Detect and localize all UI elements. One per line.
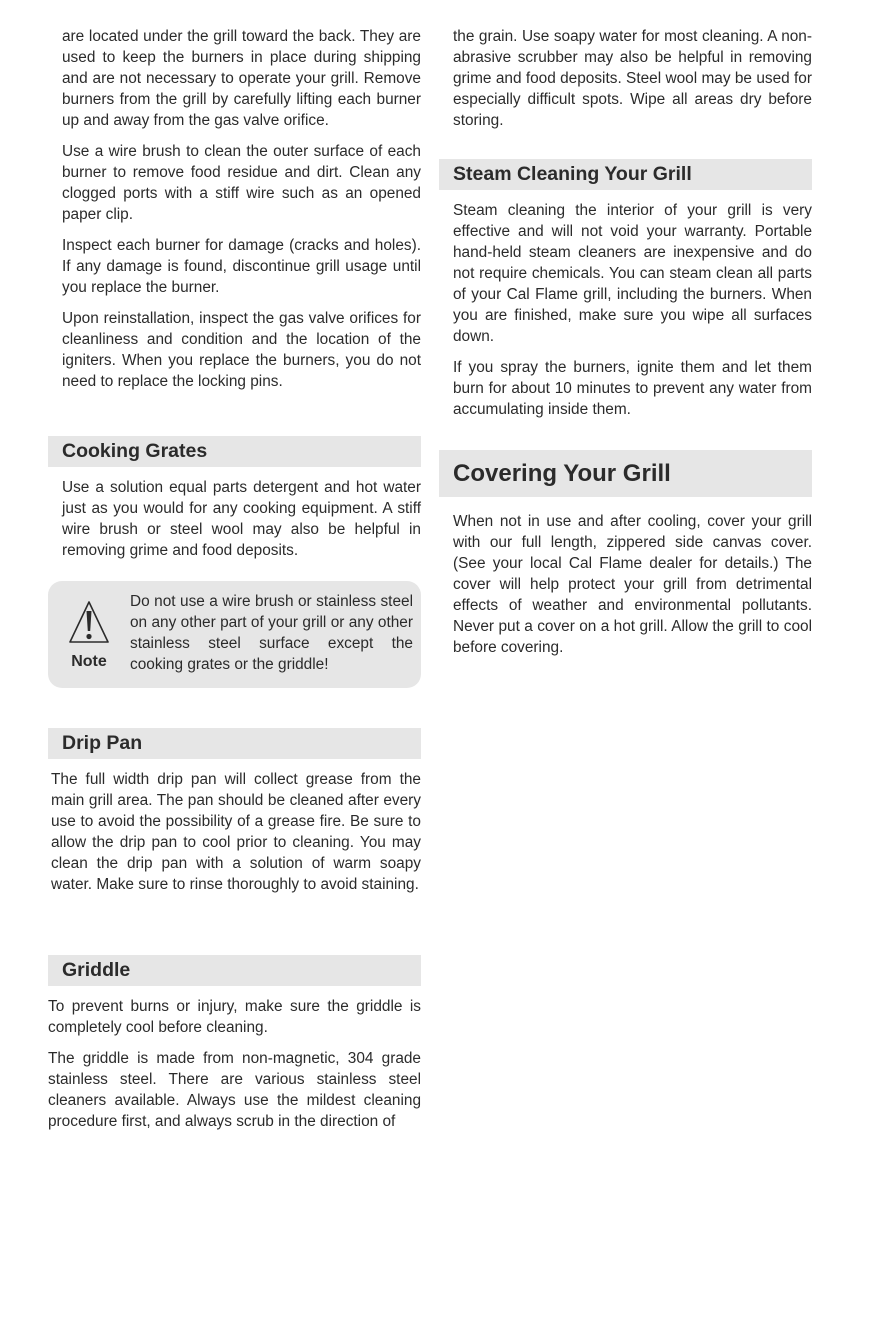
drip-pan-heading: Drip Pan (48, 728, 421, 759)
griddle-heading: Griddle (48, 955, 421, 986)
burner-paragraph: are located under the grill toward the back. They are used to keep the burners in place during shipping and are not necessary to operate your grill. Remove burners from the grill by carefully lifting each burner up and away from the gas valve orifice. (62, 28, 421, 129)
right-column (439, 26, 812, 668)
covering-heading: Covering Your Grill (439, 450, 812, 497)
note-text: Do not use a wire brush or stainless steel on any other part of your grill or any other stainless steel surface except the cooking grates or the griddle! (130, 593, 413, 673)
burner-instructions (48, 26, 421, 392)
cooking-grates-heading: Cooking Grates (48, 436, 421, 467)
steam-body-2: If you spray the burners, ignite them and let them burn for about 10 minutes to prevent any water from accumulating inside them. (453, 359, 812, 418)
burner-paragraph: Inspect each burner for damage (cracks and holes). If any damage is found, discontinue grill usage until you replace the burner. (62, 237, 421, 296)
griddle-body-1: To prevent burns or injury, make sure the griddle is completely cool before cleaning. (48, 998, 421, 1036)
covering-body: When not in use and after cooling, cover your grill with our full length, zippered side canvas cover. (See your local Cal Flame dealer for details.) The cover will help protect your grill from detrimental effects of weather and environmental pollutants. Never put a cover on a hot grill. Allow the grill to cool before covering. (453, 513, 812, 656)
note-label: Note (71, 653, 107, 670)
griddle-body-2: The griddle is made from non-magnetic, 304 grade stainless steel. There are various stainless steel cleaners available. Always use the mildest cleaning procedure first, and always scrub in the direction of (48, 1050, 421, 1130)
burner-paragraph: Use a wire brush to clean the outer surface of each burner to remove food residue and dirt. Clean any clogged ports with a stiff wire such as an opened paper clip. (62, 143, 421, 223)
note-box (48, 581, 421, 688)
steam-body-1: Steam cleaning the interior of your grill is very effective and will not void your warranty. Portable hand-held steam cleaners are inexpensive and do not require chemicals. You can steam clean all parts of your Cal Flame grill, including the burners. When you are finished, make sure you wipe all surfaces down. (453, 202, 812, 345)
drip-pan-body: The full width drip pan will collect grease from the main grill area. The pan should be cleaned after every use to avoid the possibility of a grease fire. Be sure to allow the drip pan to cool prior to cleaning. You may clean the drip pan with a solution of warm soapy water. Make sure to rinse thoroughly to avoid staining. (51, 771, 421, 893)
burner-paragraph: Upon reinstallation, inspect the gas valve orifices for cleanliness and condition and the location of the igniters. When you replace the burners, you do not need to replace the locking pins. (62, 310, 421, 390)
warning-triangle-icon (67, 599, 111, 645)
note-icon-group (48, 591, 130, 672)
steam-cleaning-heading: Steam Cleaning Your Grill (439, 159, 812, 190)
griddle-continued: the grain. Use soapy water for most cleaning. A non-abrasive scrubber may also be helpful in removing grime and food deposits. Steel wool may be used for especially difficult spots. Wipe all areas dry before storing. (453, 28, 812, 129)
cooking-grates-body: Use a solution equal parts detergent and hot water just as you would for any cooking equipment. A stiff wire brush or steel wool may also be helpful in removing grime and food deposits. (62, 479, 421, 559)
left-column (48, 26, 421, 1142)
